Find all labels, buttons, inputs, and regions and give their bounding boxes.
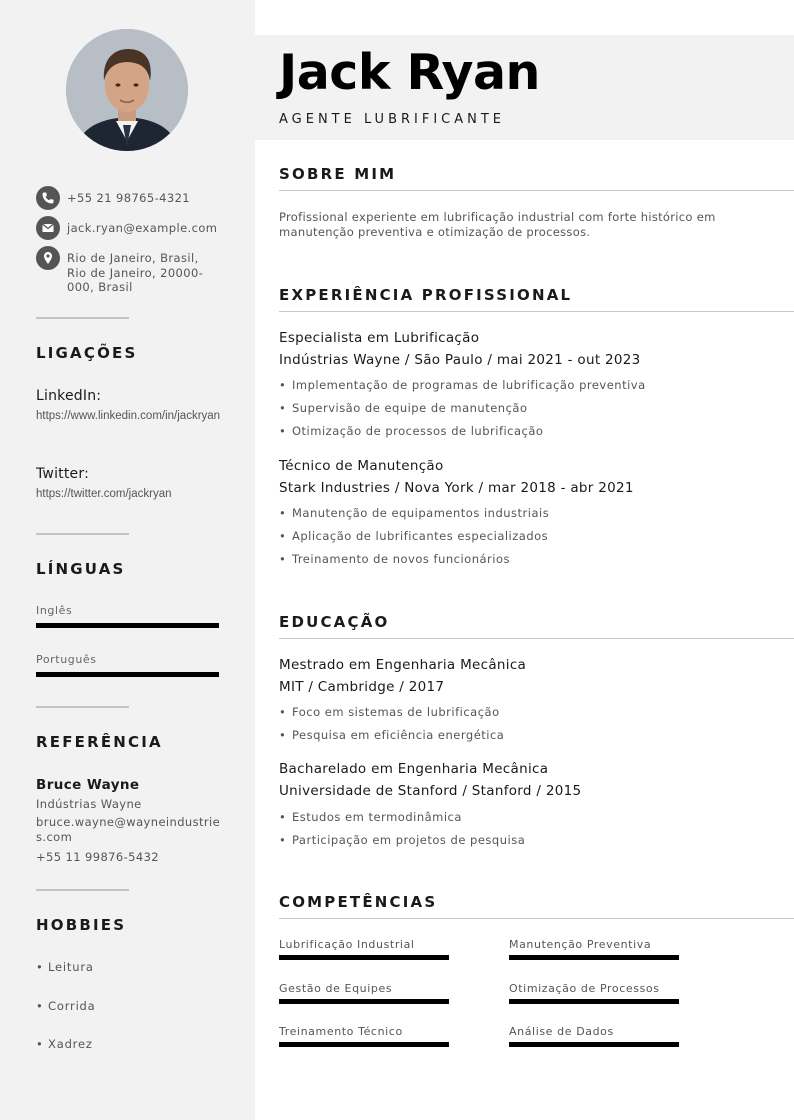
education-bullet: • Estudos em termodinâmica [279,810,462,824]
language-bar-portuguese [36,672,219,677]
language-name-english: Inglês [36,604,73,617]
skills-heading: COMPETÊNCIAS [279,893,438,911]
envelope-icon [36,216,60,240]
skill-item [509,982,679,1004]
education-degree: Mestrado em Engenharia Mecânica [279,657,527,673]
linkedin-link[interactable]: https://www.linkedin.com/in/jackryan [36,410,221,422]
job-bullet: • Manutenção de equipamentos industriais [279,506,549,520]
language-name-portuguese: Português [36,653,97,666]
skill-name: Treinamento Técnico [279,1025,403,1038]
job-organization: Indústrias Wayne / São Paulo / mai 2021 - out 2023 [279,352,641,368]
sidebar-divider [36,317,129,319]
contact-address [36,246,217,295]
section-rule [279,638,794,639]
skill-bar-fill [279,955,449,960]
skill-bar [509,955,679,960]
skill-bar [509,1042,679,1047]
linkedin-label: LinkedIn: [36,388,102,404]
skill-bar [509,999,679,1004]
language-bar-english [36,623,219,628]
job-bullet: • Supervisão de equipe de manutenção [279,401,527,415]
section-rule [279,190,794,191]
job-organization: Stark Industries / Nova York / mar 2018 - abr 2021 [279,480,634,496]
job-bullet: • Aplicação de lubrificantes especializados [279,529,548,543]
job-bullet: • Implementação de programas de lubrificação preventiva [279,378,646,392]
location-pin-icon [36,246,60,270]
section-rule [279,311,794,312]
skill-bar [279,999,449,1004]
phone-icon [36,186,60,210]
full-name: Jack Ryan [279,44,540,101]
contact-phone [36,186,217,210]
skill-item [279,938,449,960]
job-bullet: • Treinamento de novos funcionários [279,552,510,566]
twitter-link[interactable]: https://twitter.com/jackryan [36,488,172,500]
hobby-item: • Xadrez [36,1037,93,1051]
reference-email[interactable]: bruce.wayne@wayneindustries.com [36,815,221,844]
education-bullet: • Pesquisa em eficiência energética [279,728,504,742]
education-degree: Bacharelado em Engenharia Mecânica [279,761,549,777]
skill-bar-fill [509,955,679,960]
skill-bar-fill [279,1042,449,1047]
hobby-label: Corrida [48,999,96,1013]
education-school: MIT / Cambridge / 2017 [279,679,445,695]
skill-bar-fill [509,1042,679,1047]
language-bar-fill [36,623,219,628]
skill-name: Otimização de Processos [509,982,660,995]
skill-bar-fill [279,999,449,1004]
job-role: Técnico de Manutenção [279,458,444,474]
twitter-label: Twitter: [36,466,89,482]
sidebar-divider [36,533,129,535]
hobby-item: • Leitura [36,960,94,974]
education-bullet: • Foco em sistemas de lubrificação [279,705,500,719]
job-bullet: • Otimização de processos de lubrificação [279,424,543,438]
language-bar-fill [36,672,219,677]
education-bullet: • Participação em projetos de pesquisa [279,833,525,847]
reference-name: Bruce Wayne [36,777,140,793]
skill-item [509,1025,679,1047]
skill-name: Análise de Dados [509,1025,614,1038]
links-heading: LIGAÇÕES [36,344,138,362]
skill-bar [279,955,449,960]
job-role: Especialista em Lubrificação [279,330,480,346]
phone-text: +55 21 98765-4321 [67,191,191,205]
hobbies-heading: HOBBIES [36,916,127,934]
skill-item [279,1025,449,1047]
job-title: AGENTE LUBRIFICANTE [279,112,506,127]
hobby-label: Leitura [48,960,94,974]
reference-company: Indústrias Wayne [36,797,142,811]
section-rule [279,918,794,919]
education-heading: EDUCAÇÃO [279,613,390,631]
experience-heading: EXPERIÊNCIA PROFISSIONAL [279,286,573,304]
address-text: Rio de Janeiro, Brasil, Rio de Janeiro, 20000-000, Brasil [67,251,204,294]
about-text: Profissional experiente em lubrificação industrial com forte histórico em manutenção preventiva e otimização de processos. [279,210,716,239]
profile-photo [66,29,188,151]
sidebar-divider [36,889,129,891]
education-school: Universidade de Stanford / Stanford / 2015 [279,783,582,799]
reference-heading: REFERÊNCIA [36,733,163,751]
skill-name: Lubrificação Industrial [279,938,415,951]
skill-item [279,982,449,1004]
skill-bar [279,1042,449,1047]
hobby-label: Xadrez [48,1037,93,1051]
reference-phone: +55 11 99876-5432 [36,850,160,864]
email-text[interactable]: jack.ryan@example.com [67,221,218,235]
avatar [66,29,188,151]
skill-name: Gestão de Equipes [279,982,393,995]
contact-email [36,216,217,240]
languages-heading: LÍNGUAS [36,560,126,578]
skill-name: Manutenção Preventiva [509,938,652,951]
sidebar-divider [36,706,129,708]
skill-bar-fill [509,999,679,1004]
skill-item [509,938,679,960]
hobby-item: • Corrida [36,999,96,1013]
about-heading: SOBRE MIM [279,165,397,183]
